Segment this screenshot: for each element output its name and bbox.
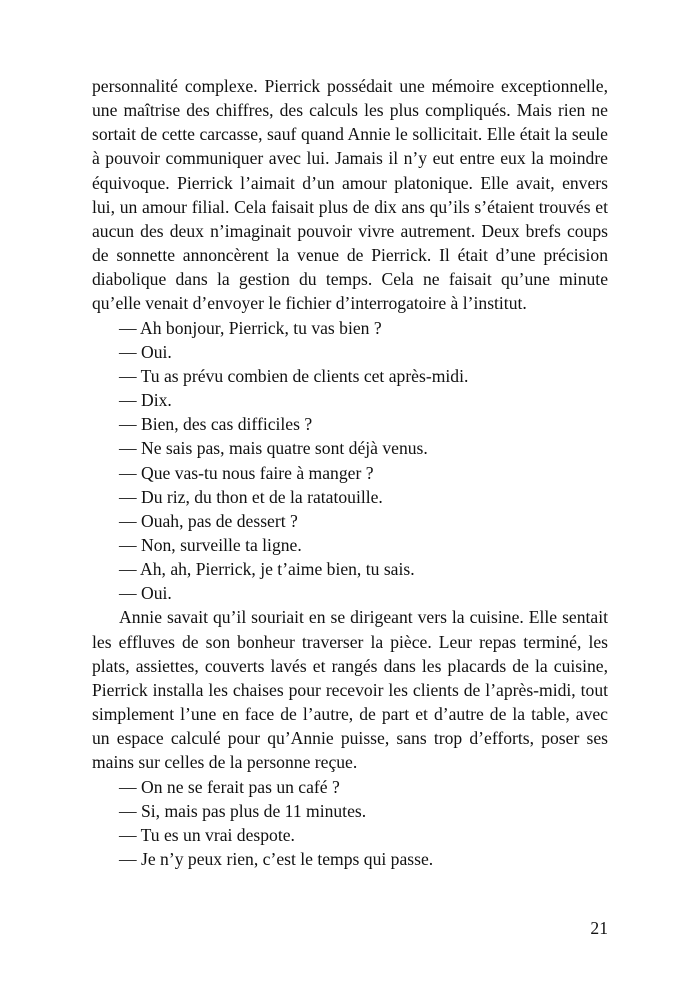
dialogue-line: — Tu es un vrai despote. <box>119 824 295 845</box>
dialogue-line: — Je n’y peux rien, c’est le temps qui passe. <box>119 849 434 869</box>
dialogue-line: — Que vas-tu nous faire à manger ? <box>119 462 374 483</box>
paragraph-continuation: personnalité complexe. Pierrick possédait une mémoire exceptionnelle, une maîtrise des chiffres, des calculs les plus compliqués. Mais rien ne sortait de cette carcasse, sauf quand Annie le sollicitait. Elle était la seule à pouvoir communiquer avec lui. Jamais il n’y eut entre eux la moindre équivoque. Pierrick l’aimait d’un amour platonique. Elle avait, envers lui, un amour filial. Cela faisait plus de dix ans qu’ils s’étaient trouvés et aucun des deux n’imaginait pouvoir vivre autrement. Deux brefs coups de sonnette annoncèrent la venue de Pierrick. Il était d’une précision diabolique dans la gestion du temps. Cela ne faisait qu’une minute qu’elle venait d’envoyer le fichier d’interrogatoire à l’institut. <box>92 76 608 314</box>
dialogue-line: — Bien, des cas difficiles ? <box>119 414 313 435</box>
dialogue-line: — Tu as prévu combien de clients cet après-midi. <box>119 365 469 386</box>
dialogue-line: — Dix. <box>119 390 172 411</box>
dialogue-line: — Ne sais pas, mais quatre sont déjà venus. <box>119 438 428 459</box>
dialogue-line: — On ne se ferait pas un café ? <box>119 776 340 797</box>
dialogue-line: — Ouah, pas de dessert ? <box>119 510 298 531</box>
dialogue-line: — Oui. <box>119 341 172 362</box>
dialogue-line: — Ah, ah, Pierrick, je t’aime bien, tu sais. <box>119 559 415 580</box>
dialogue-line: — Si, mais pas plus de 11 minutes. <box>119 800 367 821</box>
dialogue-line: — Du riz, du thon et de la ratatouille. <box>119 486 383 507</box>
paragraph: Annie savait qu’il souriait en se dirigeant vers la cuisine. Elle sentait les effluves de son bonheur traverser la pièce. Leur repas terminé, les plats, assiettes, couverts lavés et rangés dans les placards de la cuisine, Pierrick installa les chaises pour recevoir les clients de l’après-midi, tout simplement l’une en face de l’autre, de part et d’autre de la table, avec un espace calculé pour qu’Annie puisse, sans trop d’efforts, poser ses mains sur celles de la personne reçue. <box>92 607 608 773</box>
dialogue-line: — Ah bonjour, Pierrick, tu vas bien ? <box>119 317 382 338</box>
dialogue-line: — Oui. <box>119 583 172 604</box>
body-text <box>92 74 608 871</box>
page-number: 21 <box>590 918 608 938</box>
dialogue-line: — Non, surveille ta ligne. <box>119 534 302 555</box>
